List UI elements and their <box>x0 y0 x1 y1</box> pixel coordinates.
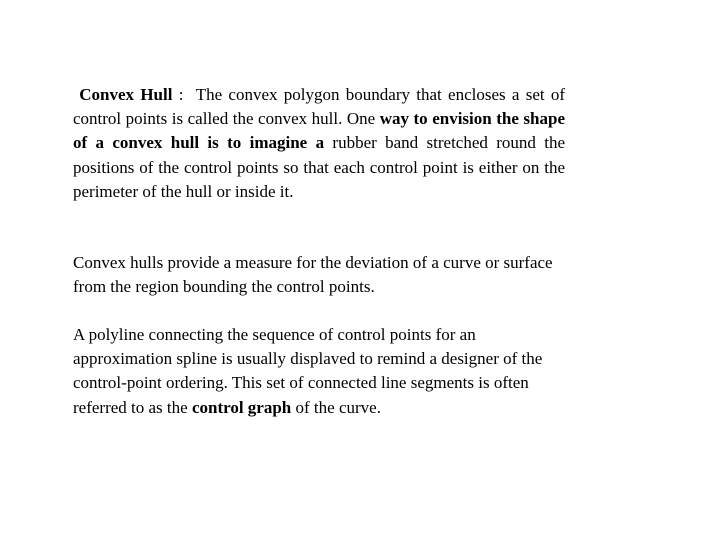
term-separator: : <box>172 85 196 104</box>
definition-text-2: rubber band stretched round the positions of the control points so that each control point is either on the perimeter of the hull or inside it. <box>73 133 565 201</box>
control-graph-text-1: A polyline connecting the sequence of control points for an approximation spline is usually displaved to remind a designer of the control-point ordering. This set of connected line segments is often referred to as the <box>73 325 543 417</box>
control-graph-text-2: of the curve. <box>291 397 381 417</box>
convex-hull-measure-paragraph: Convex hulls provide a measure for the deviation of a curve or surface from the region bounding the control points. <box>73 253 553 297</box>
convex-hull-definition <box>73 83 565 204</box>
control-graph-paragraph <box>73 323 565 420</box>
definition-text-1: The convex polygon boundary that encloses a set of control points is called the convex hull. One <box>73 85 566 129</box>
term-control-graph: control graph <box>191 397 292 417</box>
term-convex-hull: Convex Hull <box>79 85 173 104</box>
definition-bold-phrase: way to envision the shape of a convex hull is to imagine a <box>73 109 566 153</box>
